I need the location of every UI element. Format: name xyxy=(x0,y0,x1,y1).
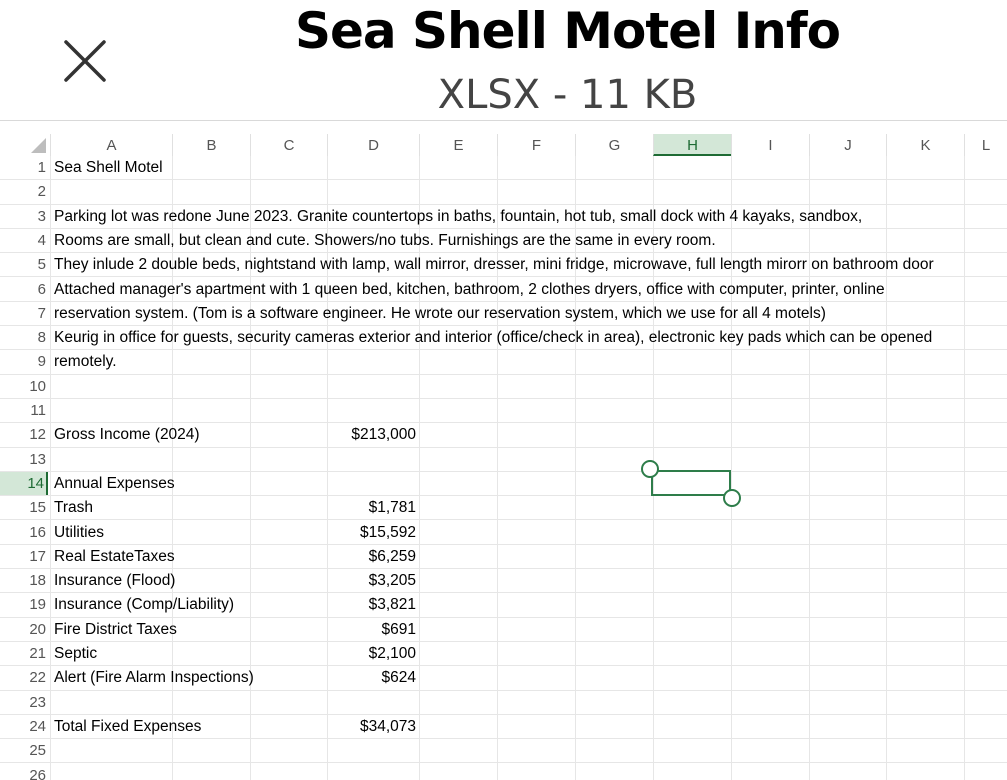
cell-d[interactable]: $3,821 xyxy=(320,593,416,617)
table-row[interactable] xyxy=(0,205,1007,229)
cell-a[interactable]: reservation system. (Tom is a software engineer. He wrote our reservation system, which we use for all 4 motels) xyxy=(54,302,826,326)
cell-d[interactable]: $691 xyxy=(320,618,416,642)
column-header-j[interactable]: J xyxy=(809,134,886,156)
row-number[interactable]: 23 xyxy=(0,691,48,714)
row-number[interactable]: 12 xyxy=(0,423,48,446)
cell-d[interactable]: $624 xyxy=(320,666,416,690)
table-row[interactable] xyxy=(0,399,1007,423)
cell-a[interactable]: Real EstateTaxes xyxy=(54,545,175,569)
selected-cell-H14[interactable] xyxy=(651,470,731,496)
cell-a[interactable]: Utilities xyxy=(54,521,104,545)
table-row[interactable] xyxy=(0,448,1007,472)
row-number[interactable]: 11 xyxy=(0,399,48,422)
table-row[interactable] xyxy=(0,739,1007,763)
row-number[interactable]: 13 xyxy=(0,448,48,471)
table-row[interactable] xyxy=(0,545,1007,569)
row-number[interactable]: 3 xyxy=(0,205,48,228)
row-number[interactable]: 1 xyxy=(0,156,48,179)
column-header-i[interactable]: I xyxy=(731,134,809,156)
table-row[interactable] xyxy=(0,229,1007,253)
cell-a[interactable]: Total Fixed Expenses xyxy=(54,715,201,739)
select-all-icon xyxy=(0,134,50,156)
cell-a[interactable]: Attached manager's apartment with 1 queen bed, kitchen, bathroom, 2 clothes dryers, office with computer, printer, online xyxy=(54,278,885,302)
cell-d[interactable]: $1,781 xyxy=(320,496,416,520)
select-all-corner[interactable] xyxy=(0,134,50,156)
cell-a[interactable]: They inlude 2 double beds, nightstand with lamp, wall mirror, dresser, mini fridge, microwave, full length mirorr on bathroom door xyxy=(54,253,934,277)
row-number[interactable]: 10 xyxy=(0,375,48,398)
cell-a[interactable]: Annual Expenses xyxy=(54,472,175,496)
cell-a[interactable]: Gross Income (2024) xyxy=(54,423,200,447)
row-number[interactable]: 5 xyxy=(0,253,48,276)
column-header-f[interactable]: F xyxy=(497,134,575,156)
table-row[interactable] xyxy=(0,666,1007,690)
cell-d[interactable]: $6,259 xyxy=(320,545,416,569)
row-number[interactable]: 7 xyxy=(0,302,48,325)
row-number[interactable]: 21 xyxy=(0,642,48,665)
table-row[interactable] xyxy=(0,642,1007,666)
row-number[interactable]: 24 xyxy=(0,715,48,738)
selection-handle-top-left[interactable] xyxy=(641,460,659,478)
column-header-g[interactable]: G xyxy=(575,134,653,156)
selection-handle-bottom-right[interactable] xyxy=(723,489,741,507)
cell-a[interactable]: Insurance (Flood) xyxy=(54,569,175,593)
row-number[interactable]: 16 xyxy=(0,521,48,544)
column-header-d[interactable]: D xyxy=(327,134,419,156)
table-row[interactable] xyxy=(0,618,1007,642)
table-row[interactable] xyxy=(0,302,1007,326)
column-header-b[interactable]: B xyxy=(172,134,250,156)
cell-a[interactable]: Keurig in office for guests, security cameras exterior and interior (office/check in area), electronic key pads which can be opened xyxy=(54,326,932,350)
cell-d[interactable]: $15,592 xyxy=(320,521,416,545)
column-header-a[interactable]: A xyxy=(50,134,172,156)
cell-a[interactable]: remotely. xyxy=(54,350,117,374)
table-row[interactable] xyxy=(0,764,1007,780)
column-header-h[interactable]: H xyxy=(653,134,731,156)
row-number[interactable]: 14 xyxy=(0,472,48,495)
row-number[interactable]: 22 xyxy=(0,666,48,689)
cell-a[interactable]: Rooms are small, but clean and cute. Showers/no tubs. Furnishings are the same in every room. xyxy=(54,229,716,253)
row-number[interactable]: 26 xyxy=(0,764,48,780)
row-number[interactable]: 17 xyxy=(0,545,48,568)
row-number[interactable]: 6 xyxy=(0,278,48,301)
cell-a[interactable]: Trash xyxy=(54,496,93,520)
table-row[interactable] xyxy=(0,715,1007,739)
row-number[interactable]: 9 xyxy=(0,350,48,373)
file-preview-header xyxy=(0,0,1007,120)
table-row[interactable] xyxy=(0,375,1007,399)
column-header-c[interactable]: C xyxy=(250,134,327,156)
table-row[interactable] xyxy=(0,278,1007,302)
row-number[interactable]: 18 xyxy=(0,569,48,592)
table-row[interactable] xyxy=(0,180,1007,204)
file-title: Sea Shell Motel Info xyxy=(0,2,1007,60)
table-row[interactable] xyxy=(0,593,1007,617)
row-number[interactable]: 2 xyxy=(0,180,48,203)
table-row[interactable] xyxy=(0,521,1007,545)
cell-d[interactable]: $3,205 xyxy=(320,569,416,593)
cell-a[interactable]: Parking lot was redone June 2023. Granite countertops in baths, fountain, hot tub, small dock with 4 kayaks, sandbox, xyxy=(54,205,862,229)
row-number[interactable]: 25 xyxy=(0,739,48,762)
row-number[interactable]: 19 xyxy=(0,593,48,616)
cell-d[interactable]: $2,100 xyxy=(320,642,416,666)
cell-d[interactable]: $213,000 xyxy=(320,423,416,447)
column-header-e[interactable]: E xyxy=(419,134,497,156)
file-info: XLSX - 11 KB xyxy=(0,72,1007,118)
table-row[interactable] xyxy=(0,350,1007,374)
table-row[interactable] xyxy=(0,472,1007,496)
spreadsheet-view[interactable] xyxy=(0,120,1007,780)
table-row[interactable] xyxy=(0,496,1007,520)
column-header-l[interactable]: L xyxy=(964,134,1007,156)
table-row[interactable] xyxy=(0,326,1007,350)
table-row[interactable] xyxy=(0,691,1007,715)
table-row[interactable] xyxy=(0,423,1007,447)
row-number[interactable]: 15 xyxy=(0,496,48,519)
cell-d[interactable]: $34,073 xyxy=(320,715,416,739)
cell-a[interactable]: Sea Shell Motel xyxy=(54,156,163,180)
row-number[interactable]: 4 xyxy=(0,229,48,252)
cell-a[interactable]: Alert (Fire Alarm Inspections) xyxy=(54,666,254,690)
cell-a[interactable]: Insurance (Comp/Liability) xyxy=(54,593,234,617)
column-header-k[interactable]: K xyxy=(886,134,964,156)
cell-a[interactable]: Septic xyxy=(54,642,97,666)
row-number[interactable]: 8 xyxy=(0,326,48,349)
column-header-bar xyxy=(0,134,1007,156)
table-row[interactable] xyxy=(0,569,1007,593)
row-number[interactable]: 20 xyxy=(0,618,48,641)
table-row[interactable] xyxy=(0,156,1007,180)
cell-a[interactable]: Fire District Taxes xyxy=(54,618,177,642)
table-row[interactable] xyxy=(0,253,1007,277)
